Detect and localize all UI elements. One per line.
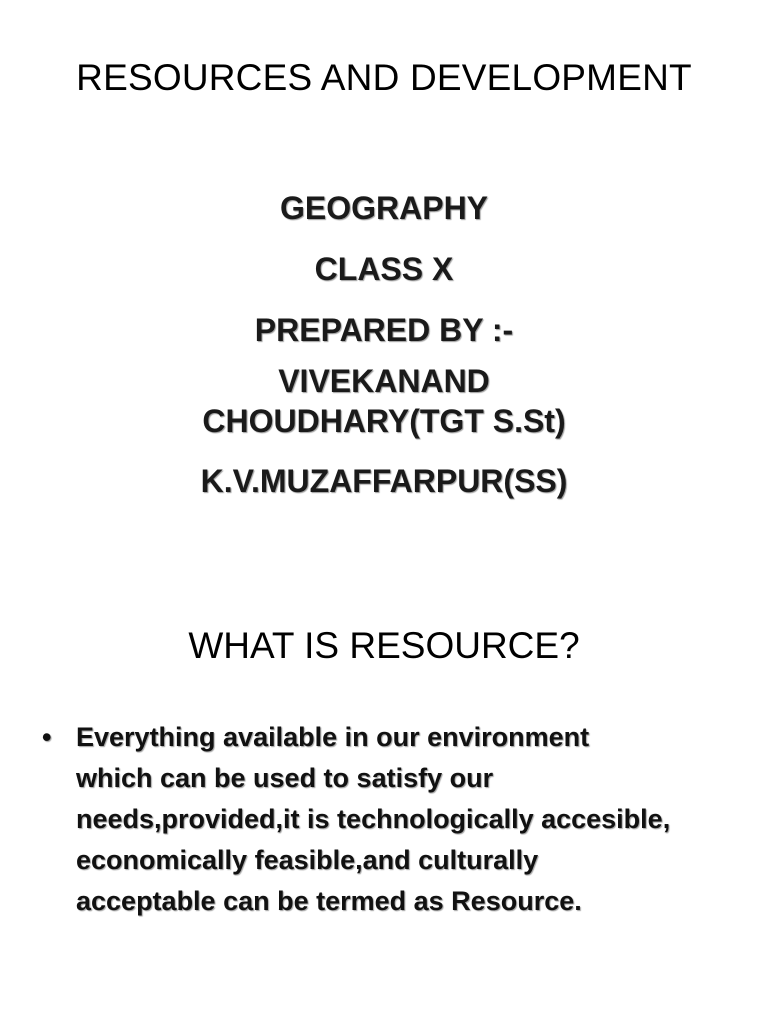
- subject-line: GEOGRAPHY: [279, 190, 489, 226]
- bullet-text-line: acceptable can be termed as Resource.: [76, 886, 582, 916]
- section-title: WHAT IS RESOURCE?: [188, 625, 580, 666]
- prepared-by-line: PREPARED BY :-: [254, 312, 514, 348]
- bullet-text-line: needs,provided,it is technologically accesible,: [76, 804, 671, 834]
- school-line: K.V.MUZAFFARPUR(SS): [200, 463, 568, 499]
- author-last-line: CHOUDHARY(TGT S.St): [202, 403, 566, 439]
- bullet-text-line: which can be used to satisfy our: [76, 763, 494, 793]
- slide-title: RESOURCES AND DEVELOPMENT: [76, 57, 692, 98]
- bullet-marker: •: [42, 722, 52, 752]
- bullet-list: [40, 717, 740, 922]
- author-first-line: VIVEKANAND: [278, 363, 490, 399]
- bullet-text-line: economically feasible,and culturally: [76, 845, 539, 875]
- slide-subtitle: [0, 178, 768, 512]
- bullet-item: [40, 717, 740, 922]
- class-line: CLASS X: [314, 251, 454, 287]
- content-slide: [0, 570, 768, 1024]
- bullet-text-line: Everything available in our environment: [76, 722, 590, 752]
